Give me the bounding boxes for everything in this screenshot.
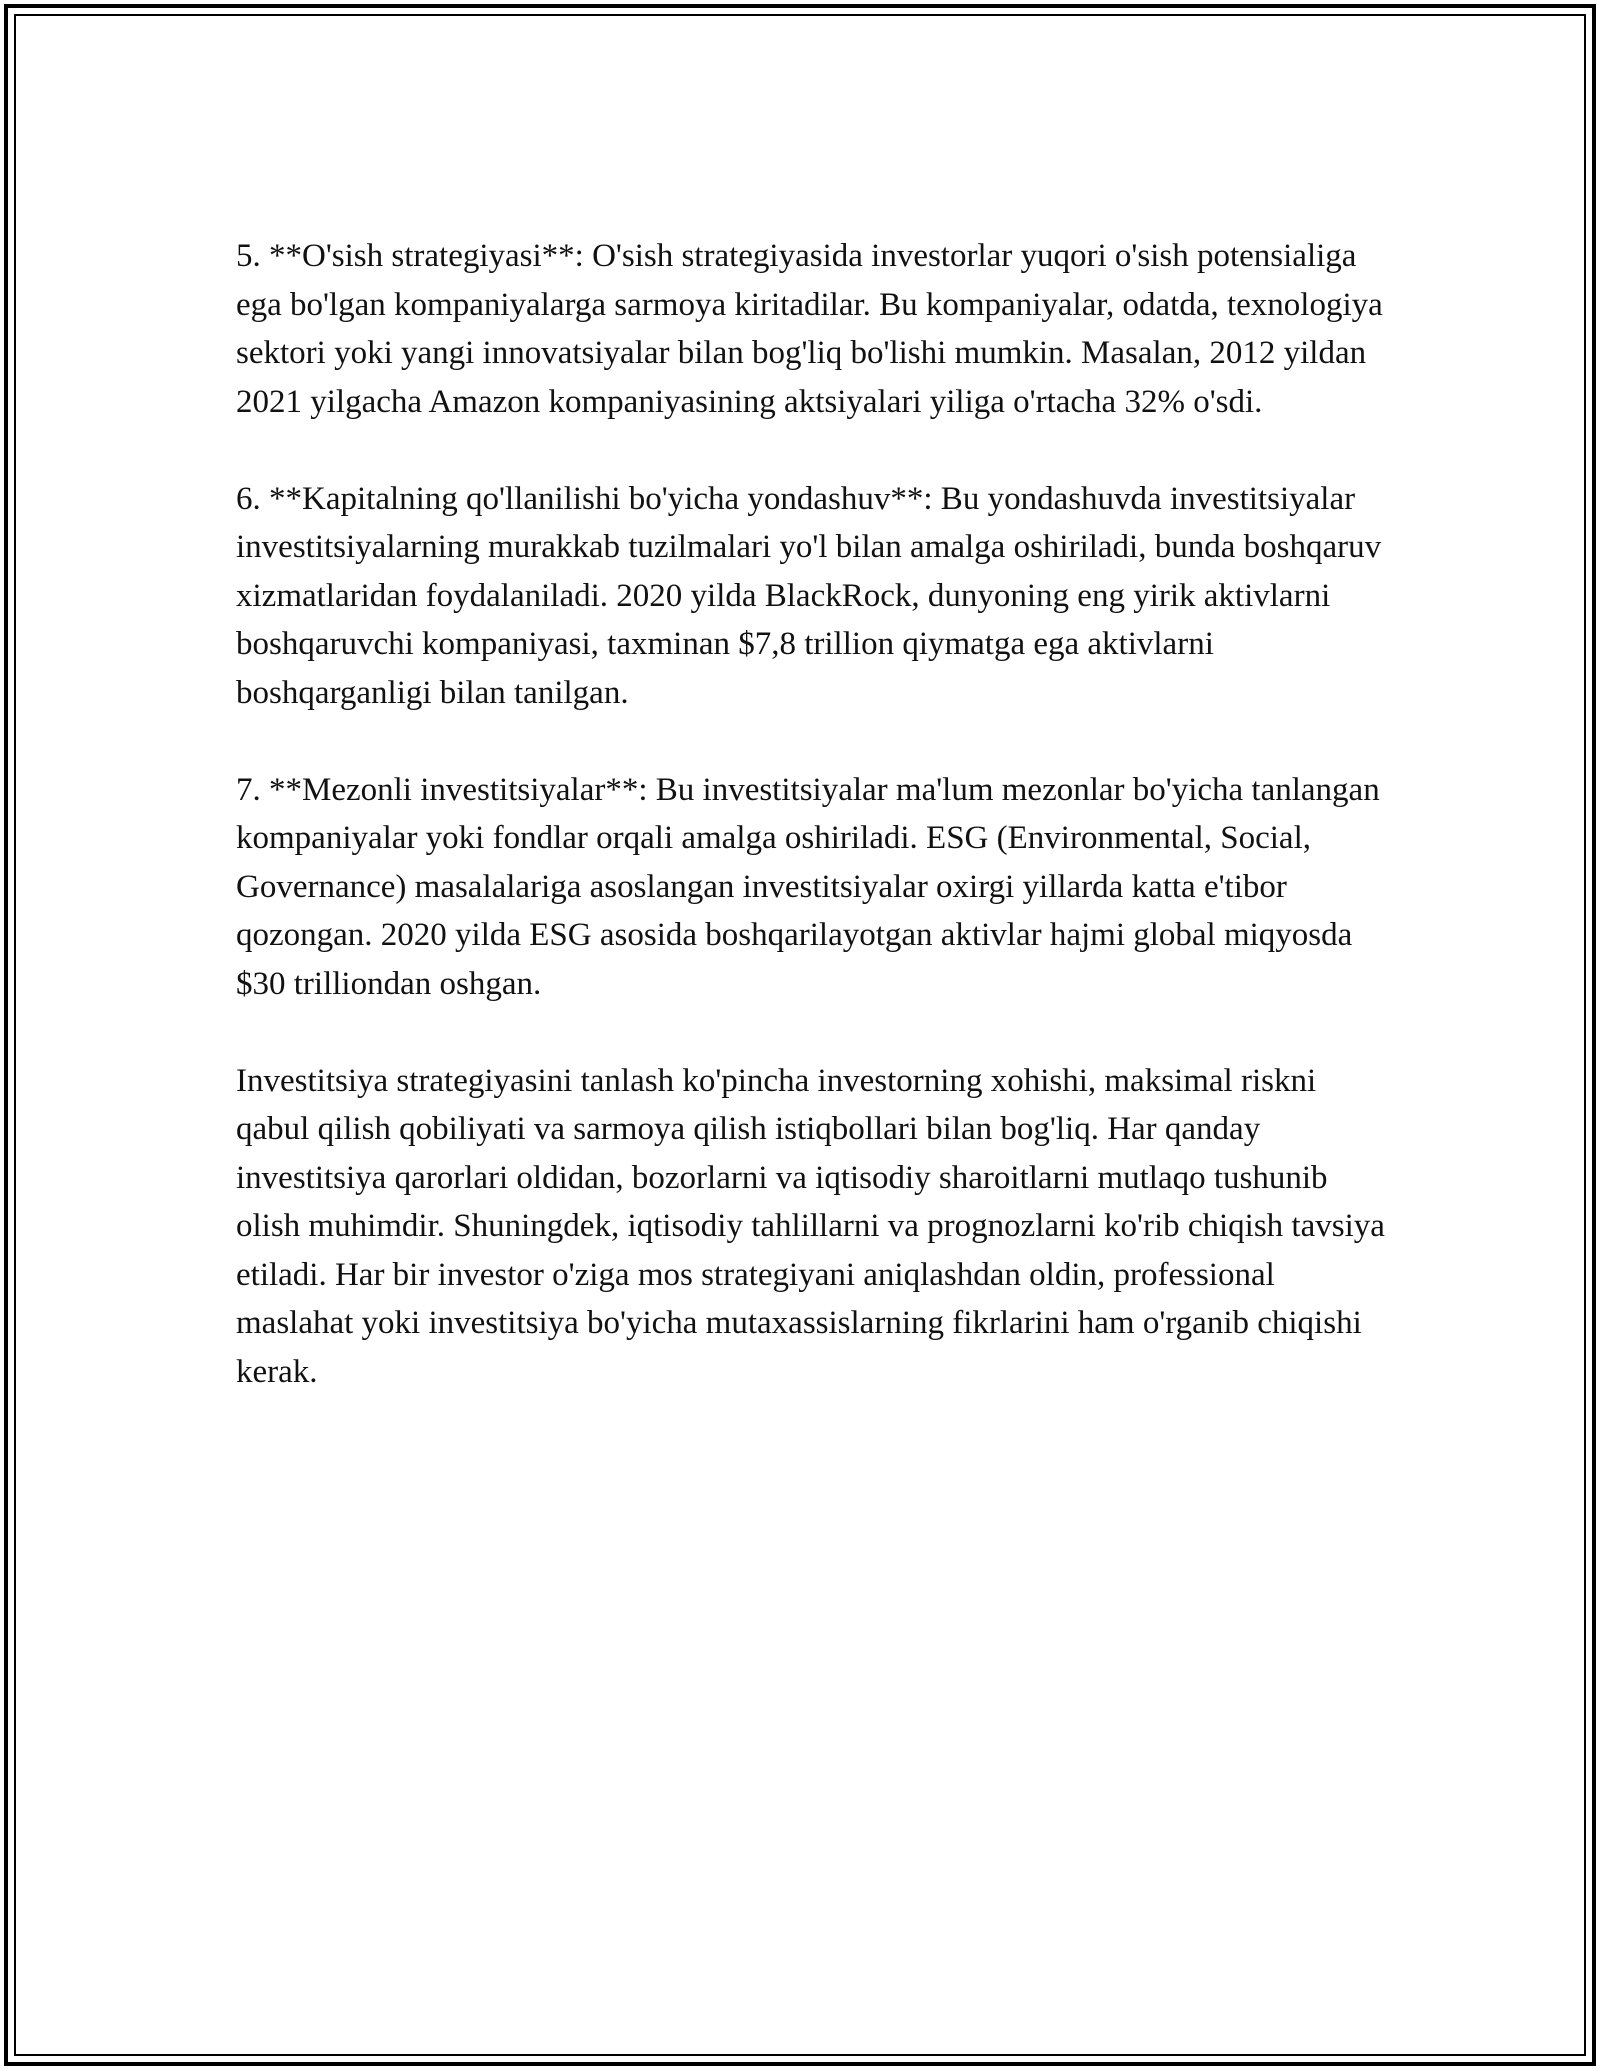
- document-body: [236, 232, 1386, 1445]
- paragraph-capital-approach: 6. **Kapitalning qo'llanilishi bo'yicha yondashuv**: Bu yondashuvda investitsiyalar investitsiyalarning murakkab tuzilmalari yo'l bilan amalga oshiriladi, bunda boshqaruv xizmatlaridan foydalaniladi. 2020 yilda BlackRock, dunyoning eng yirik aktivlarni boshqaruvchi kompaniyasi, taxminan $7,8 trillion qiymatga ega aktivlarni boshqarganligi bilan tanilgan.: [236, 480, 1382, 711]
- paragraph-growth-strategy: 5. **O'sish strategiyasi**: O'sish strategiyasida investorlar yuqori o'sish potensialiga ega bo'lgan kompaniyalarga sarmoya kiritadilar. Bu kompaniyalar, odatda, texnologiya sektori yoki yangi innovatsiyalar bilan bog'liq bo'lishi mumkin. Masalan, 2012 yildan 2021 yilgacha Amazon kompaniyasining aktsiyalari yiliga o'rtacha 32% o'sdi.: [236, 238, 1383, 420]
- paragraph-conclusion: Investitsiya strategiyasini tanlash ko'pincha investorning xohishi, maksimal riskni qabul qilish qobiliyati va sarmoya qilish istiqbollari bilan bog'liq. Har qanday investitsiya qarorlari oldidan, bozorlarni va iqtisodiy sharoitlarni mutlaqo tushunib olish muhimdir. Shuningdek, iqtisodiy tahlillarni va prognozlarni ko'rib chiqish tavsiya etiladi. Har bir investor o'ziga mos strategiyani aniqlashdan oldin, professional maslahat yoki investitsiya bo'yicha mutaxassislarning fikrlarini ham o'rganib chiqishi kerak.: [236, 1062, 1385, 1390]
- paragraph-criteria-investments: 7. **Mezonli investitsiyalar**: Bu investitsiyalar ma'lum mezonlar bo'yicha tanlangan kompaniyalar yoki fondlar orqali amalga oshiriladi. ESG (Environmental, Social, Governance) masalalariga asoslangan investitsiyalar oxirgi yillarda katta e'tibor qozongan. 2020 yilda ESG asosida boshqarilayotgan aktivlar hajmi global miqyosda $30 trilliondan oshgan.: [236, 771, 1380, 1002]
